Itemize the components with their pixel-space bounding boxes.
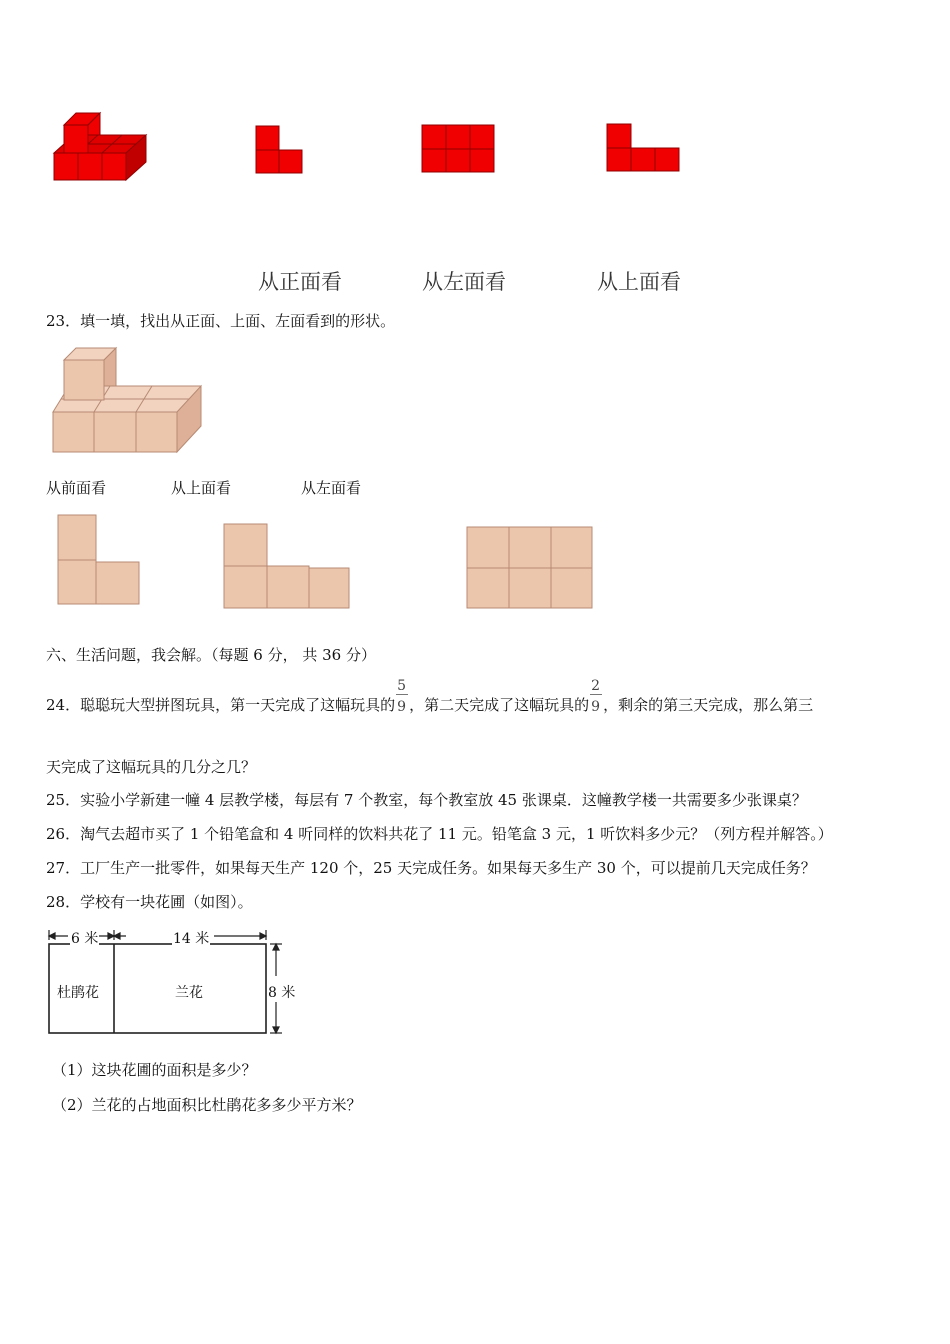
red-cube-3d-figure (50, 105, 160, 185)
question-23: 23．填一填，找出从正面、上面、左面看到的形状。 (46, 312, 396, 330)
red-front-view-shape (255, 125, 305, 175)
tan-view-shape-1 (57, 514, 141, 606)
fraction-2-9 (589, 678, 603, 717)
fraction-5-9 (395, 678, 409, 717)
question-28-sub-1: （1）这块花圃的面积是多少？ (52, 1061, 257, 1079)
azalea-region-label: 杜鹃花 (57, 985, 99, 1001)
question-28: 28．学校有一块花圃（如图）。 (46, 893, 253, 911)
dim-right-label: 14 米 (172, 928, 210, 948)
fraction-numerator: 2 (591, 678, 601, 694)
caption-top-view: 从上面看 (597, 270, 681, 294)
red-left-view-shape (421, 124, 495, 174)
caption-left-view: 从左面看 (422, 270, 506, 294)
fraction-denominator: 9 (397, 699, 407, 715)
dim-height-label: 8 米 (268, 982, 295, 1002)
section-6-title: 六、生活问题，我会解。（每题 6 分， 共 36 分） (46, 646, 376, 664)
q24-part1: 24．聪聪玩大型拼图玩具，第一天完成了这幅玩具的 (46, 696, 396, 714)
question-24 (46, 678, 814, 717)
tan-cube-3d-figure (50, 346, 205, 456)
caption-from-left: 从左面看 (301, 479, 362, 497)
question-25: 25．实验小学新建一幢 4 层教学楼，每层有 7 个教室，每个教室放 45 张课桌．这幢教学楼一共需要多少张课桌？ (46, 791, 807, 809)
red-top-view-shape (606, 123, 682, 173)
question-27: 27．工厂生产一批零件，如果每天生产 120 个，25 天完成任务。如果每天多生产 30 个，可以提前几天完成任务？ (46, 859, 816, 877)
question-24-line2: 天完成了这幅玩具的几分之几？ (46, 758, 257, 776)
tan-view-shape-2 (223, 523, 351, 609)
question-26: 26．淘气去超市买了 1 个铅笔盒和 4 听同样的饮料共花了 11 元。铅笔盒 3 元，1 听饮料多少元？（列方程并解答。） (46, 825, 833, 843)
fraction-numerator: 5 (397, 678, 407, 694)
fraction-bar (590, 694, 602, 695)
caption-from-front: 从前面看 (46, 479, 107, 497)
q24-part3: ，剩余的第三天完成，那么第三 (603, 696, 814, 714)
caption-front-view: 从正面看 (258, 270, 342, 294)
dim-left-label: 6 米 (70, 928, 99, 948)
fraction-denominator: 9 (591, 699, 601, 715)
tan-view-shape-3 (466, 526, 594, 610)
fraction-bar (396, 694, 408, 695)
q24-part2: ，第二天完成了这幅玩具的 (409, 696, 590, 714)
caption-from-top: 从上面看 (171, 479, 232, 497)
question-28-sub-2: （2）兰花的占地面积比杜鹃花多多少平方米？ (52, 1096, 362, 1114)
orchid-region-label: 兰花 (175, 985, 203, 1001)
